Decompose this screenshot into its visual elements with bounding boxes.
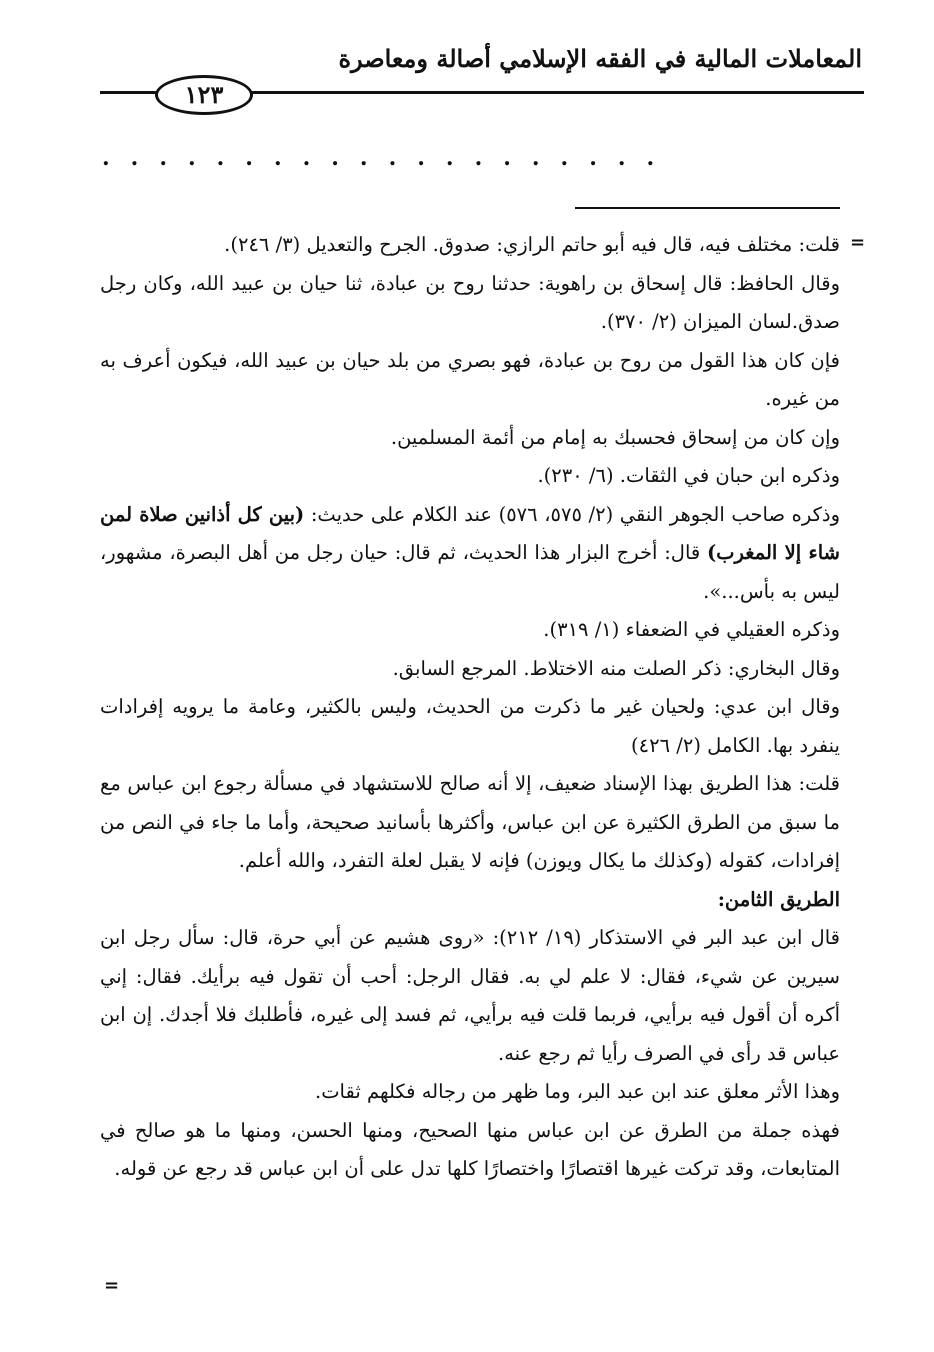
continuation-mark-bottom: = xyxy=(104,1275,120,1296)
dotted-separator: .................... xyxy=(102,145,676,171)
paragraph: قال ابن عبد البر في الاستذكار (١٩/ ٢١٢): «روى هشيم عن أبي حرة، قال: سأل رجل ابن سيرين عن شيء، فقال: لا علم لي به. فقال الرجل: أحب أن تقول فيه برأيك. فقال: إني أكره أن أقول فيه برأيي، فربما قلت فيه برأيي، ثم فسد إلى غيره، فأطلبك فلا أجدك. إن ابن عباس قد رأى في الصرف رأيا ثم رجع عنه. xyxy=(100,926,840,1065)
continuation-mark-top: = xyxy=(850,232,866,253)
paragraph: وذكره العقيلي في الضعفاء (١/ ٣١٩). xyxy=(543,618,840,641)
paragraph: وقال الحافظ: قال إسحاق بن راهوية: حدثنا روح بن عبادة، ثنا حيان بن عبيد الله، وكان رجل صدق.لسان الميزان (٢/ ٣٧٠). xyxy=(100,271,840,333)
paragraph: وإن كان من إسحاق فحسبك به إمام من أئمة المسلمين. xyxy=(390,425,840,449)
running-header-title: المعاملات المالية في الفقه الإسلامي أصالة ومعاصرة xyxy=(338,44,862,73)
paragraph: قلت: مختلف فيه، قال فيه أبو حاتم الرازي: صدوق. الجرح والتعديل (٣/ ٢٤٦). xyxy=(224,233,840,256)
paragraph: وذكره ابن حبان في الثقات. (٦/ ٢٣٠). xyxy=(537,464,840,487)
paragraph xyxy=(100,496,840,612)
paragraph: وقال البخاري: ذكر الصلت منه الاختلاط. المرجع السابق. xyxy=(392,656,840,680)
paragraph: قلت: هذا الطريق بهذا الإسناد ضعيف، إلا أنه صالح للاستشهاد في مسألة رجوع ابن عباس مع ما سبق من الطرق الكثيرة عن ابن عباس، وأكثرها بأسانيد صحيحة، وأما ما جاء في النص من إفرادات، كقوله (وكذلك ما يكال ويوزن) فإنه لا يقبل لعلة التفرد، والله أعلم. xyxy=(100,772,840,872)
footnote-rule xyxy=(575,207,840,209)
paragraph-text: وذكره صاحب الجوهر النقي (٢/ ٥٧٥، ٥٧٦) عند الكلام على حديث: xyxy=(304,502,840,526)
hadith-quote: (بين كل أذانين صلاة لمن شاء إلا المغرب) xyxy=(100,502,840,564)
page-number-badge: ١٢٣ xyxy=(155,75,253,115)
paragraph: وهذا الأثر معلق عند ابن عبد البر، وما ظهر من رجاله فكلهم ثقات. xyxy=(315,1080,840,1103)
paragraph: فهذه جملة من الطرق عن ابن عباس منها الصحيح، ومنها الحسن، ومنها ما هو صالح في المتابعات، وقد تركت غيرها اقتصارًا واختصارًا كلها تدل على أن ابن عباس قد رجع عن قوله. xyxy=(100,1118,840,1180)
footnote-body xyxy=(100,226,840,1189)
paragraph-text: قال: أخرج البزار هذا الحديث، ثم قال: حيان رجل من أهل البصرة، مشهور، ليس به بأس...». xyxy=(100,541,840,603)
section-heading: الطريق الثامن: xyxy=(717,887,840,911)
paragraph: وقال ابن عدي: ولحيان غير ما ذكرت من الحديث، وليس بالكثير، وعامة ما يرويه إفرادات ينفرد بها. الكامل (٢/ ٤٢٦) xyxy=(100,695,840,757)
paragraph: فإن كان هذا القول من روح بن عبادة، فهو بصري من بلد حيان بن عبيد الله، فيكون أعرف به من غيره. xyxy=(100,348,840,410)
